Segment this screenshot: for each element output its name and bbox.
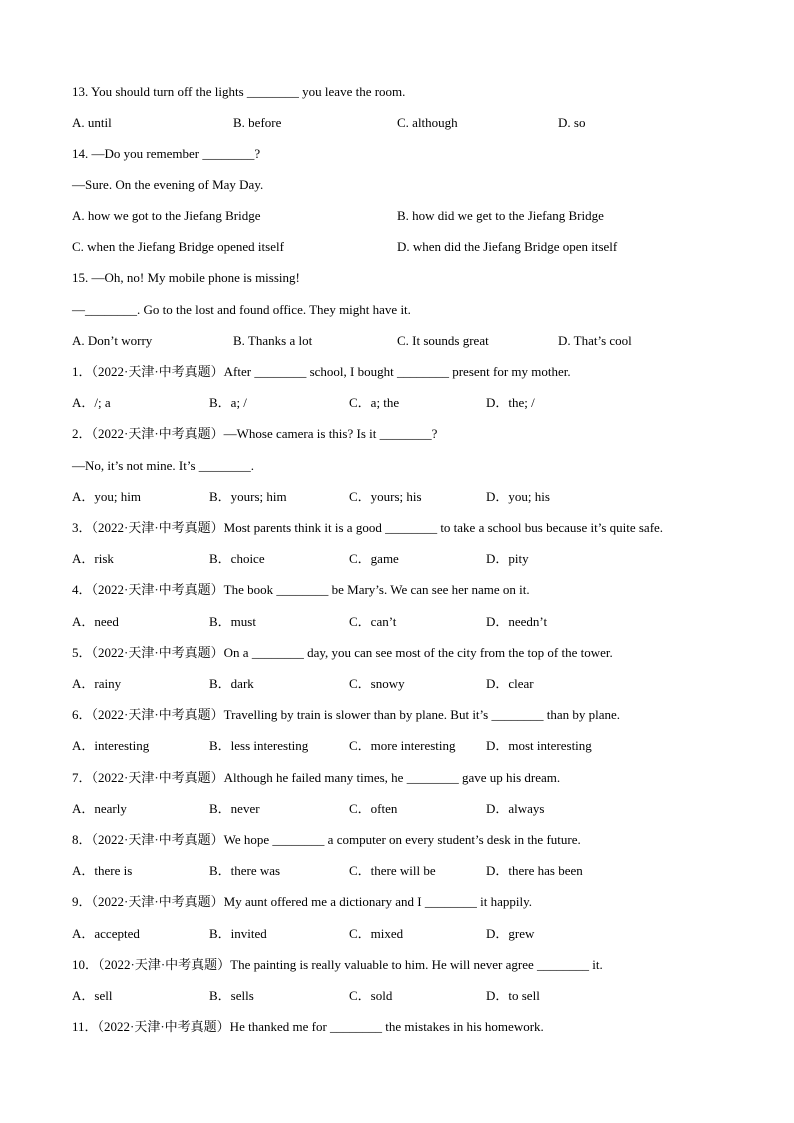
option-b: B. Thanks a lot <box>233 333 313 348</box>
option-c: C．mixed <box>349 926 404 941</box>
question-14-stem: 14. —Do you remember ________? <box>72 146 261 161</box>
option-d: D．grew <box>486 926 535 941</box>
option-c: C．more interesting <box>349 738 456 753</box>
tianjin-question-7-stem: 7．（2022·天津·中考真题）Although he failed many times, he ________ gave up his dream. <box>72 770 561 785</box>
option-d: D. so <box>558 115 586 130</box>
option-d: D. when did the Jiefang Bridge open itself <box>397 239 618 254</box>
option-d: D．to sell <box>486 988 540 1003</box>
option-d: D．needn’t <box>486 614 548 629</box>
option-b: B．a; / <box>209 395 247 410</box>
option-b: B．choice <box>209 551 265 566</box>
option-d: D．you; his <box>486 489 550 504</box>
option-d: D．there has been <box>486 863 583 878</box>
option-c: C．game <box>349 551 399 566</box>
option-c: C. although <box>397 115 458 130</box>
option-a: A．sell <box>72 988 113 1003</box>
option-c: C．can’t <box>349 614 397 629</box>
option-a: A．there is <box>72 863 133 878</box>
option-a: A．risk <box>72 551 114 566</box>
option-b: B．never <box>209 801 260 816</box>
tianjin-question-10-stem: 10．（2022·天津·中考真题）The painting is really valuable to him. He will never agree ________ it. <box>72 957 603 972</box>
option-c: C．a; the <box>349 395 400 410</box>
option-b: B．invited <box>209 926 267 941</box>
option-d: D. That’s cool <box>558 333 632 348</box>
option-b: B. how did we get to the Jiefang Bridge <box>397 208 604 223</box>
option-d: D．always <box>486 801 545 816</box>
question-15-stem: 15. —Oh, no! My mobile phone is missing! <box>72 270 300 285</box>
option-a: A. how we got to the Jiefang Bridge <box>72 208 261 223</box>
option-c: C．yours; his <box>349 489 422 504</box>
option-a: A．rainy <box>72 676 122 691</box>
tianjin-question-2-stem: 2．（2022·天津·中考真题）—Whose camera is this? Is it ________? <box>72 426 438 441</box>
option-b: B．must <box>209 614 256 629</box>
option-d: D．clear <box>486 676 534 691</box>
option-b: B．yours; him <box>209 489 287 504</box>
option-c: C. when the Jiefang Bridge opened itself <box>72 239 284 254</box>
tianjin-question-1-stem: 1．（2022·天津·中考真题）After ________ school, I bought ________ present for my mother. <box>72 364 571 379</box>
option-b: B. before <box>233 115 282 130</box>
tianjin-question-6-stem: 6．（2022·天津·中考真题）Travelling by train is slower than by plane. But it’s ________ than by plane. <box>72 707 620 722</box>
option-a: A．you; him <box>72 489 141 504</box>
option-b: B．dark <box>209 676 254 691</box>
tianjin-question-11-stem: 11．（2022·天津·中考真题）He thanked me for ________ the mistakes in his homework. <box>72 1019 544 1034</box>
option-a: A. Don’t worry <box>72 333 153 348</box>
tianjin-question-8-stem: 8．（2022·天津·中考真题）We hope ________ a computer on every student’s desk in the future. <box>72 832 581 847</box>
option-d: D．the; / <box>486 395 535 410</box>
option-a: A．need <box>72 614 119 629</box>
question-14-reply: —Sure. On the evening of May Day. <box>72 177 264 192</box>
question-15-reply: —________. Go to the lost and found office. They might have it. <box>72 302 411 317</box>
option-c: C. It sounds great <box>397 333 489 348</box>
tianjin-question-4-stem: 4．（2022·天津·中考真题）The book ________ be Mary’s. We can see her name on it. <box>72 582 530 597</box>
option-a: A. until <box>72 115 112 130</box>
option-c: C．often <box>349 801 398 816</box>
tianjin-question-5-stem: 5．（2022·天津·中考真题）On a ________ day, you can see most of the city from the top of the tower. <box>72 645 613 660</box>
option-a: A．nearly <box>72 801 127 816</box>
option-d: D．pity <box>486 551 529 566</box>
question-13-stem: 13. You should turn off the lights ________ you leave the room. <box>72 84 406 99</box>
option-b: B．less interesting <box>209 738 309 753</box>
option-a: A．interesting <box>72 738 150 753</box>
tianjin-question-2-reply: —No, it’s not mine. It’s ________. <box>72 458 254 473</box>
option-a: A．accepted <box>72 926 140 941</box>
option-d: D．most interesting <box>486 738 592 753</box>
option-b: B．there was <box>209 863 281 878</box>
option-c: C．snowy <box>349 676 405 691</box>
tianjin-question-9-stem: 9．（2022·天津·中考真题）My aunt offered me a dictionary and I ________ it happily. <box>72 894 532 909</box>
option-b: B．sells <box>209 988 254 1003</box>
option-a: A．/; a <box>72 395 111 410</box>
tianjin-question-3-stem: 3．（2022·天津·中考真题）Most parents think it is a good ________ to take a school bus because it’s quite safe. <box>72 520 664 535</box>
option-c: C．sold <box>349 988 393 1003</box>
option-c: C．there will be <box>349 863 436 878</box>
